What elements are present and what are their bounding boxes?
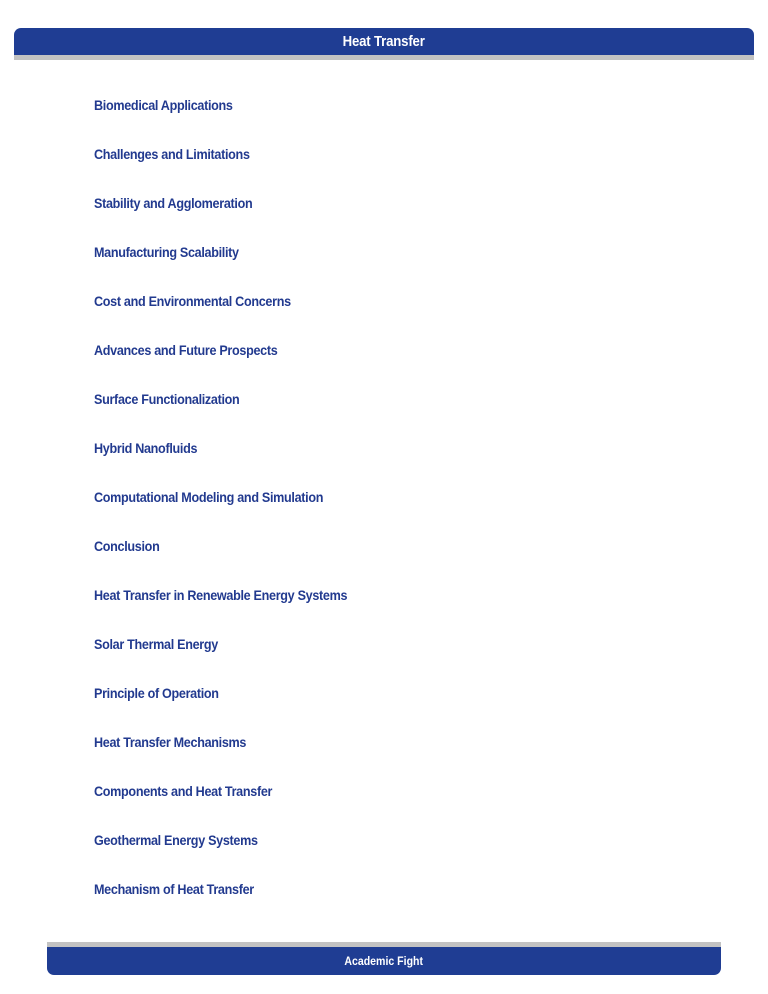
toc-item-geothermal-energy-systems[interactable]: Geothermal Energy Systems	[94, 832, 258, 848]
header-divider	[14, 55, 754, 60]
toc-item-manufacturing-scalability[interactable]: Manufacturing Scalability	[94, 244, 239, 260]
toc-item-computational-modeling[interactable]: Computational Modeling and Simulation	[94, 489, 324, 505]
toc-item-cost-and-environmental-concerns[interactable]: Cost and Environmental Concerns	[94, 293, 291, 309]
toc-item-surface-functionalization[interactable]: Surface Functionalization	[94, 391, 240, 407]
toc-item-hybrid-nanofluids[interactable]: Hybrid Nanofluids	[94, 440, 198, 456]
toc-item-solar-thermal-energy[interactable]: Solar Thermal Energy	[94, 636, 218, 652]
toc-item-advances-and-future-prospects[interactable]: Advances and Future Prospects	[94, 342, 278, 358]
toc-item-mechanism-of-heat-transfer[interactable]: Mechanism of Heat Transfer	[94, 881, 254, 897]
table-of-contents	[94, 94, 375, 927]
page-header-title: Heat Transfer	[342, 33, 426, 50]
toc-item-conclusion[interactable]: Conclusion	[94, 538, 160, 554]
toc-item-stability-and-agglomeration[interactable]: Stability and Agglomeration	[94, 195, 253, 211]
toc-item-principle-of-operation[interactable]: Principle of Operation	[94, 685, 219, 701]
toc-item-components-and-heat-transfer[interactable]: Components and Heat Transfer	[94, 783, 273, 799]
page-footer-text: Academic Fight	[344, 954, 424, 968]
toc-item-renewable-energy-systems[interactable]: Heat Transfer in Renewable Energy Systems	[94, 587, 348, 603]
page-footer-bar	[47, 947, 721, 975]
toc-item-challenges-and-limitations[interactable]: Challenges and Limitations	[94, 146, 250, 162]
toc-item-heat-transfer-mechanisms[interactable]: Heat Transfer Mechanisms	[94, 734, 247, 750]
toc-item-biomedical-applications[interactable]: Biomedical Applications	[94, 97, 233, 113]
page-header-bar	[14, 28, 754, 55]
